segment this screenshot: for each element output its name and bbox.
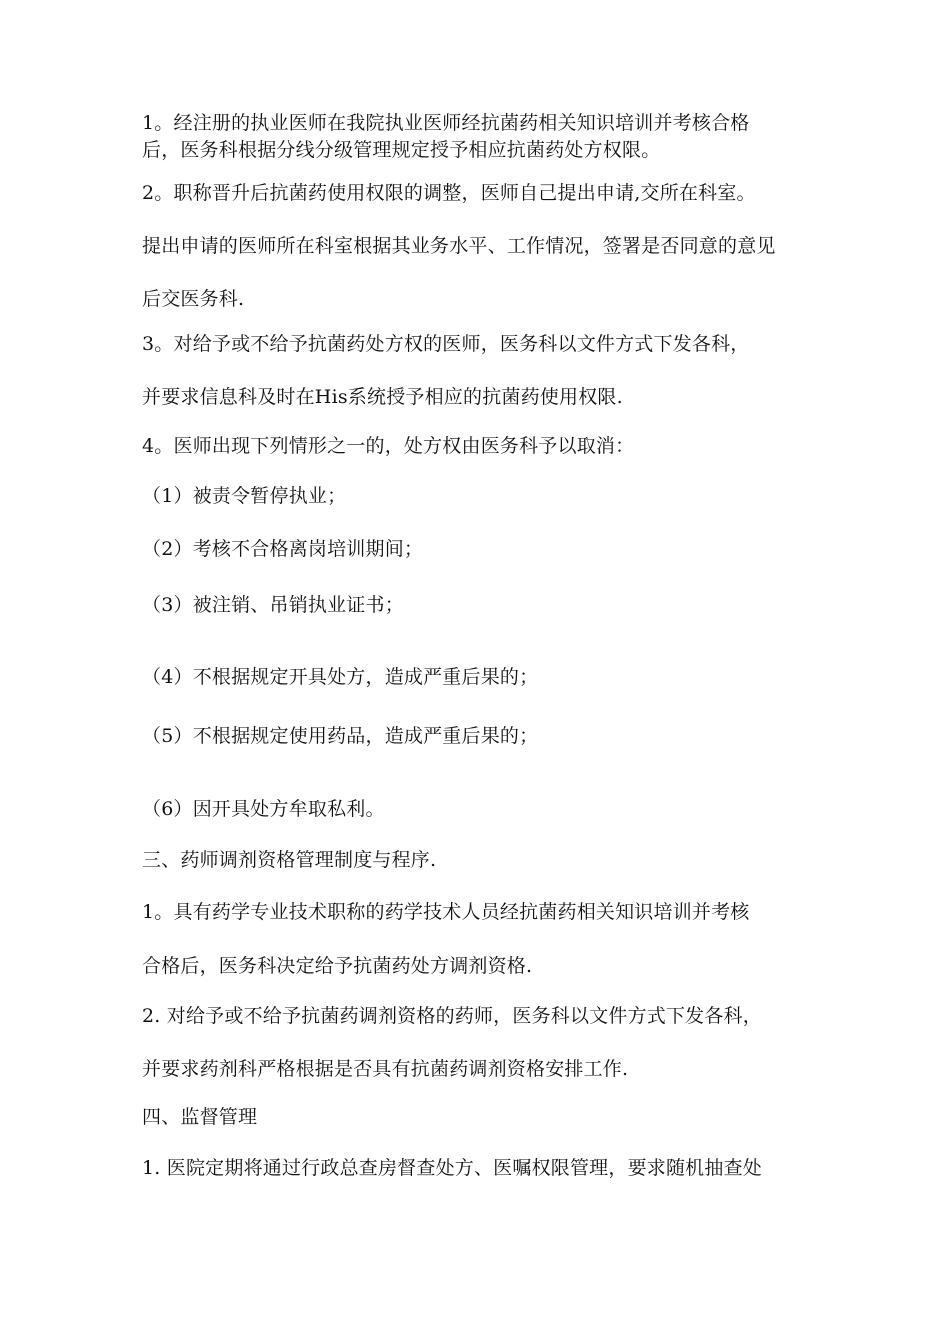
text-line: 后交医务科. bbox=[142, 288, 245, 310]
text-line: 提出申请的医师所在科室根据其业务水平、工作情况，签署是否同意的意见 bbox=[142, 235, 776, 257]
text-line: （2）考核不合格离岗培训期间； bbox=[142, 538, 424, 560]
section-heading: 三、药师调剂资格管理制度与程序. bbox=[142, 849, 437, 871]
text-line: （6）因开具处方牟取私利。 bbox=[142, 798, 385, 820]
text-line: 1。经注册的执业医师在我院执业医师经抗菌药相关知识培训并考核合格 bbox=[142, 112, 750, 134]
text-line: （3）被注销、吊销执业证书； bbox=[142, 594, 404, 616]
text-line: 2。职称晋升后抗菌药使用权限的调整，医师自己提出申请,交所在科室。 bbox=[142, 182, 756, 204]
section-heading: 四、监督管理 bbox=[142, 1106, 258, 1128]
text-line: 1。具有药学专业技术职称的药学技术人员经抗菌药相关知识培训并考核 bbox=[142, 901, 750, 923]
text-line: 并要求药剂科严格根据是否具有抗菌药调剂资格安排工作. bbox=[142, 1058, 629, 1080]
text-line: 后，医务科根据分线分级管理规定授予相应抗菌药处方权限。 bbox=[142, 139, 661, 161]
text-line: 3。对给予或不给予抗菌药处方权的医师，医务科以文件方式下发各科， bbox=[142, 333, 750, 355]
text-line: （4）不根据规定开具处方，造成严重后果的； bbox=[142, 666, 539, 688]
text-line: 1. 医院定期将通过行政总查房督查处方、医嘱权限管理，要求随机抽查处 bbox=[142, 1157, 762, 1179]
text-line: 4。医师出现下列情形之一的，处方权由医务科予以取消： bbox=[142, 435, 635, 457]
text-line: 合格后，医务科决定给予抗菌药处方调剂资格. bbox=[142, 955, 533, 977]
text-line: （1）被责令暂停执业； bbox=[142, 485, 347, 507]
text-line: 并要求信息科及时在His系统授予相应的抗菌药使用权限. bbox=[142, 386, 623, 408]
text-line: （5）不根据规定使用药品，造成严重后果的； bbox=[142, 725, 539, 747]
text-line: 2. 对给予或不给予抗菌药调剂资格的药师，医务科以文件方式下发各科， bbox=[142, 1005, 762, 1027]
